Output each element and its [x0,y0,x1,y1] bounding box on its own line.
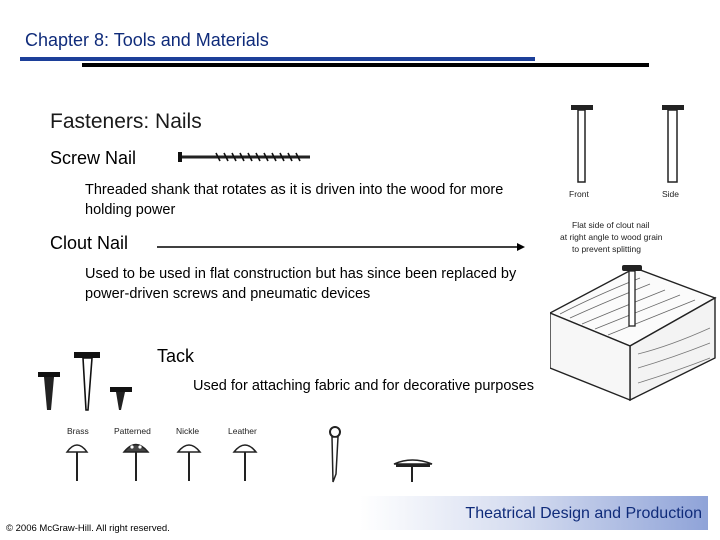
clout-nail-arrow [155,240,527,254]
side-label: Side [662,189,680,199]
clout-nail-views-illustration [565,105,715,205]
title-rule-blue [20,57,535,61]
clout-note-line-1: Flat side of clout nail [572,220,650,230]
tack-variants-illustration [320,422,450,492]
tack-term: Tack [157,346,195,366]
clout-nail-description: Used to be used in flat construction but has since been replaced by power-driven screws and pneumatic devices [85,266,517,302]
clout-nail-term: Clout Nail [50,233,129,253]
screw-nail-description: Threaded shank that rotates as it is driven into the wood for more holding power [85,182,504,218]
clout-note-line-3: to prevent splitting [572,244,641,254]
slide-heading: Fasteners: Nails [50,110,202,130]
footer-course-title: Theatrical Design and Production [465,505,702,522]
front-label: Front [569,189,589,199]
tack-description: Used for attaching fabric and for decorative purposes [193,378,534,394]
tacks-illustration [30,340,140,420]
chapter-title: Chapter 8: Tools and Materials [25,30,269,50]
screw-nail-term: Screw Nail [50,148,137,168]
clout-nail-wood-illustration [550,218,720,403]
brass-label: Brass [67,426,89,436]
title-rule-black [82,63,649,67]
clout-note-line-2: at right angle to wood grain [560,232,663,242]
leather-label: Leather [228,426,257,436]
decorative-tacks-illustration [60,425,300,487]
patterned-label: Patterned [114,426,151,436]
nickle-label: Nickle [176,426,200,436]
copyright-notice: © 2006 McGraw-Hill. All right reserved. [6,523,170,534]
screw-nail-illustration [176,150,316,166]
